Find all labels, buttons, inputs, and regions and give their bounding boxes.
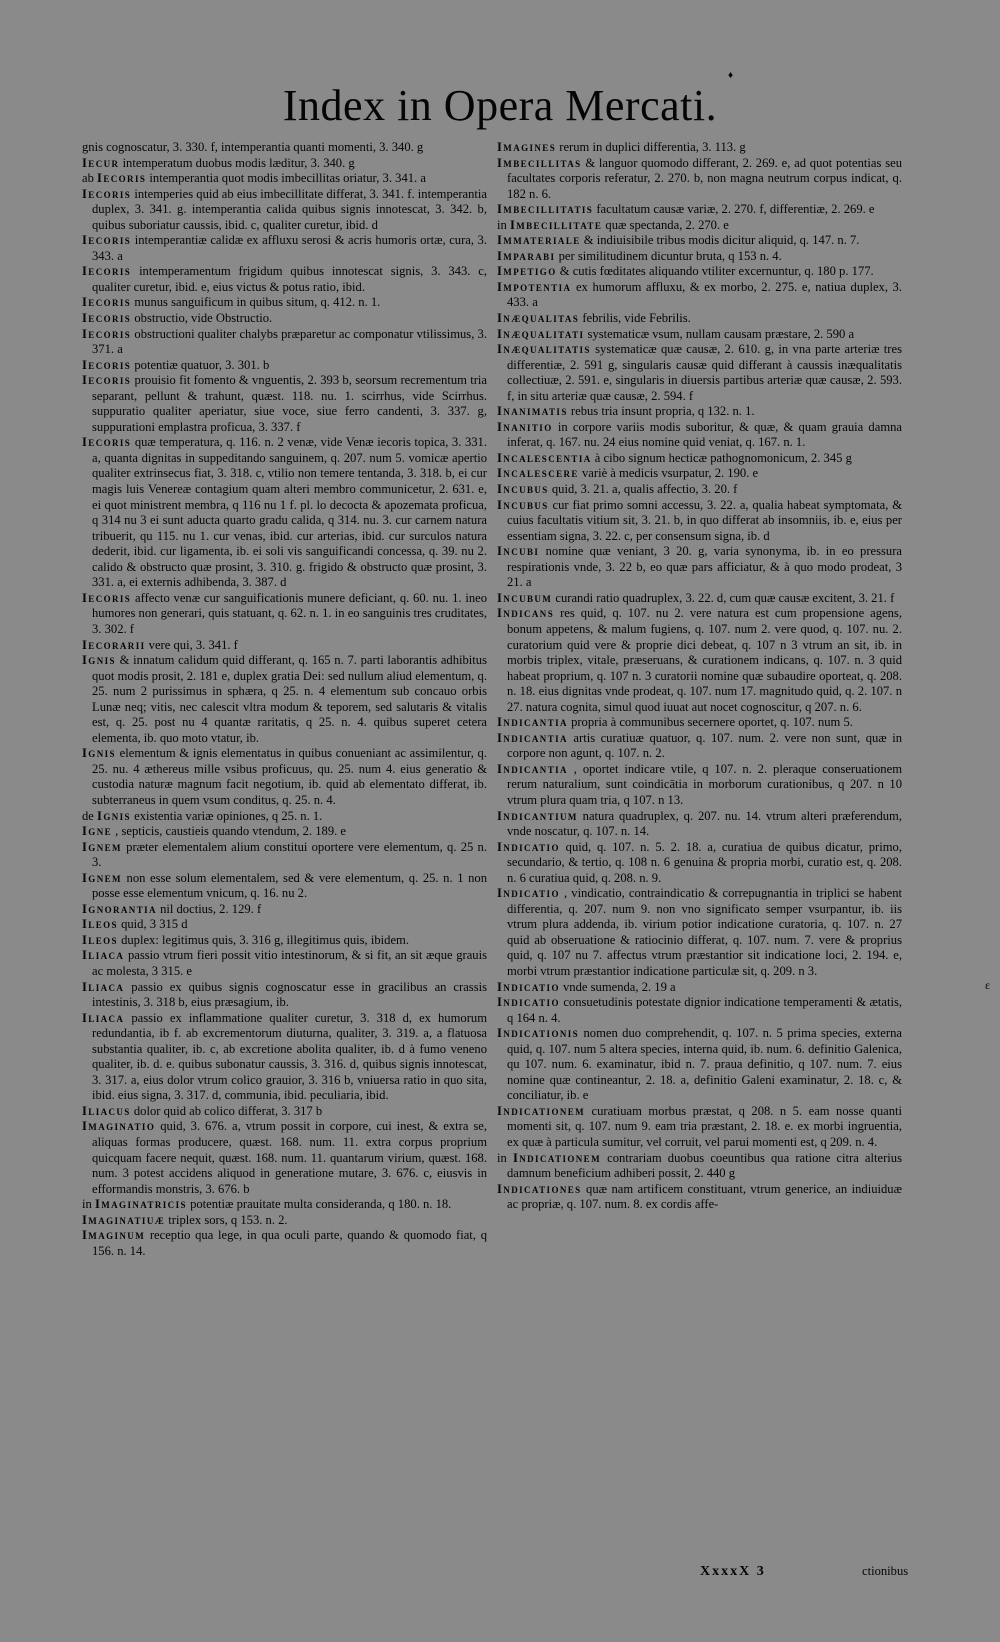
entry-headword: Iecoris — [82, 373, 132, 388]
entry-headword: Incalescere — [497, 466, 579, 481]
index-entry — [497, 249, 902, 265]
entry-headword: Incubus — [497, 482, 549, 497]
entry-text: res quid, q. 107. nu 2. vere natura est cum propensione agens, bonum appetens, & malum fugiens, q. 107. num 2. vere quod, q. 107. nu. 2. curatorium quid vere & proprie dici debeat, q. 107 n 3 vtrum an sit, ib. in morbis triplex, vitale, præseruans, & curationem indicans, q. 107. n. 3 quid habeat proprium, q. 107 n. 3 curatorii nomine quæ subaudire oporteat, q. 208. n. 18. eius dignitas vnde prodeat, q. 107. num 17. magnitudo quid, q. 2. 107. n 27. natura cognita, simul quod iuuat aut nocet cognoscitur, q 207. n. 6. — [507, 606, 902, 714]
entry-headword: Iecur — [82, 155, 120, 170]
index-entry — [82, 917, 487, 933]
entry-text: & innatum calidum quid differant, q. 165 n. 7. parti laborantis adhibitus quot modis prosit, 2. 181 e, duplex gratia Dei: sed nullum aliud elementum, q. 25. num 2 purissimus in sphæra, q 25. n. 4 elementum sub concauo orbis Lunæ neq; vitis, nec calescit vltra modum & teporem, sed salutaris & vitalis est, q. 25. post nu 4 quantæ raritatis, q 25. n. 4. quibus superet cetera elementa, ib. quo moto vtatur, ib. — [92, 653, 487, 745]
entry-headword: Indicantia — [497, 715, 568, 730]
index-entry — [497, 731, 902, 762]
index-entry — [497, 342, 902, 404]
entry-headword: Immateriale — [497, 233, 581, 248]
entry-headword: Indicationem — [497, 1103, 586, 1118]
entry-text: rerum in duplici differentia, 3. 113. g — [559, 140, 746, 154]
entry-headword: Inæqualitas — [497, 311, 580, 326]
entry-headword: Ignorantia — [82, 901, 157, 916]
index-entry — [82, 824, 487, 840]
entry-headword: Indicationis — [497, 1026, 580, 1041]
entry-headword: Imaginatricis — [94, 1197, 187, 1212]
entry-text: quæ nam artificem constituant, vtrum generice, an indiuiduæ ac propriæ, q. 107. num. 8. ex cordis affe- — [507, 1181, 902, 1212]
entry-text: existentia variæ opiniones, q 25. n. 1. — [134, 808, 323, 823]
entry-headword: Indicantia — [497, 761, 568, 776]
index-entry — [82, 140, 487, 156]
index-entry — [82, 948, 487, 979]
entry-text: curatiuam morbus præstat, q 208. n 5. eam nosse quanti momenti sit, q. 107. num 9. eam tria præstant, 2. 18. e. ex morbi ingruentia, ex quæ à particula sumitur, vel corruit, vel parui momenti est, q 209. n. 4. — [507, 1103, 902, 1149]
index-entry — [497, 995, 902, 1026]
entry-text: intemperies quid ab eius imbecillitate differat, 3. 341. f. intemperantia duplex, 3. 341. g. intemperantia calida quibus signis innotescat, 3. 342. b, quibus suboriatur caussis, ibid. c, qualiter curetur, ibid. d — [92, 186, 487, 232]
entry-text: vere qui, 3. 341. f — [148, 637, 238, 652]
entry-headword: Indicatio — [497, 979, 560, 994]
index-entry — [497, 591, 902, 607]
entry-text: gnis cognoscatur, 3. 330. f, intemperantia quanti momenti, 3. 340. g — [82, 140, 424, 154]
entry-headword: Imaginatiuæ — [82, 1212, 166, 1227]
entry-headword: Iecoris — [82, 233, 132, 248]
entry-text: quid, 3. 21. a, qualis affectio, 3. 20. f — [551, 482, 738, 497]
entry-text: à cibo signum hecticæ pathognomonicum, 2. 345 g — [594, 450, 852, 465]
index-entry — [82, 638, 487, 654]
entry-headword: Inanimatis — [497, 404, 568, 419]
entry-headword: Imaginum — [82, 1228, 146, 1243]
entry-text: prouisio fit fomento & vnguentis, 2. 393 b, seorsum recrementum tria separant, pellunt & trahunt, quæst. 118. nu. 1. scirrhus, vide Scirrhus. suppuratio qualiter aperiatur, siue voce, siue ferro candenti, 3. 337. g, suppurationi emplastra proficua, 3. 337. f — [92, 373, 487, 434]
index-entry — [82, 902, 487, 918]
index-entry — [497, 1104, 902, 1151]
index-entry — [497, 1151, 902, 1182]
entry-headword: Imagines — [497, 140, 557, 154]
entry-text: potentiæ prauitate multa consideranda, q 180. n. 18. — [190, 1197, 452, 1212]
entry-text: obstructioni qualiter chalybs præparetur ac componatur vtilissimus, 3. 371. a — [92, 326, 487, 357]
entry-text: nomen duo comprehendit, q. 107. n. 5 prima species, externa quid, q. 107. num 5 altera species, interna quid, ib. num. 6. definitio Galenica, qu 107. num. 6. examinatur, ibid n. 7. praua definitio, q 107. num. 7. eius nomine quæ contineantur, 2. 18. a, definitio Galeni examinatur, 2. 18. c, & conciliatur, ib. e — [507, 1026, 902, 1103]
entry-text: , oportet indicare vtile, q 107. n. 2. pleraque conseruationem rerum naturalium, sunt coindicātia in morborum curationibus, q 207. n 10 vtrum plura quam tria, q 107. n 13. — [507, 761, 902, 807]
index-entry — [82, 233, 487, 264]
index-entry — [497, 218, 902, 234]
index-entry — [82, 327, 487, 358]
index-entry — [82, 933, 487, 949]
entry-headword: Ignem — [82, 870, 122, 885]
index-entry — [497, 886, 902, 979]
index-entry — [82, 1119, 487, 1197]
entry-headword: Imparabi — [497, 248, 556, 263]
entry-text: triplex sors, q 153. n. 2. — [168, 1212, 288, 1227]
entry-text: in corpore variis modis suboritur, & quæ, & quam grauia damna inferat, q. 167. nu. 24 eius nomine quid veniat, q. 167. n. 1. — [507, 419, 902, 450]
ink-speck: ♦ — [728, 70, 734, 81]
left-column — [82, 140, 487, 1580]
entry-headword: Indicatio — [497, 886, 560, 901]
entry-text: passio ex inflammatione qualiter curetur, 3. 318 d, ex humorum redundantia, ib f. ab excrementorum diuturna, qualiter, 3. 319. a, a flatuosa substantia qualiter, ib. c, ab excretione abolita qualiter, ib. d à fumo veneno qualiter, ib. d. e. quibus subonatur caussis, 3. 316. d, quibus signis innotescat, 3. 317. a, eius dolor vtrum colico grauior, 3. 316 b, vniuersa ratio in quo sita, ibid. eius signa, 3. 317. d, communia, ibid. peculiaria, ibid. — [92, 1010, 487, 1103]
index-entry — [82, 311, 487, 327]
entry-text: vnde sumenda, 2. 19 a — [563, 979, 676, 994]
entry-text: propria à communibus secernere oportet, q. 107. num 5. — [571, 715, 853, 730]
index-entry — [82, 156, 487, 172]
entry-headword: Ignis — [97, 808, 131, 823]
entry-text: elementum & ignis elementatus in quibus conueniant ac assimilentur, q. 25. nu. 4 æthereus mille vsibus proficuus, qu. 25. num 4. eius generatio & custodia naturæ magnum facit negotium, ib. quid ab elementato differat, ib. subterraneus in quem vsum conditus, q. 25. n. 4. — [92, 746, 487, 807]
index-entry — [82, 746, 487, 808]
entry-text: quid, q. 107. n. 5. 2. 18. a, curatiua de quibus dicatur, primo, secundario, & tertio, q. 108 n. 6 genuina & propria morbi, curatio est, q. 208. n. 6 curatiua quid, q. 208. n. 9. — [507, 839, 902, 885]
index-entry — [497, 840, 902, 887]
entry-text: quæ spectanda, 2. 270. e — [605, 217, 729, 232]
entry-headword: Iecoris — [82, 435, 132, 450]
entry-text: quid, 3 315 d — [121, 917, 188, 932]
entry-text: , vindicatio, contraindicatio & correpugnantia in triplici se habent differentia, q. 207. num 9. non vno significato semper vsurpantur, ib. iis vtrum plura addenda, ib. virium potior indicatione curatoria, q. 107. n. 27 quid ab obseruatione & ratiocinio differat, q. 107. num. 7. vere & proprius quid, q. 107 nu 7. affectus vtrum præstantior sit indicatione loci, 2. 194. e, morbi vtrum præstantior indicatione particulæ sit, q. 209. n 3. — [507, 886, 902, 978]
entry-headword: Ileos — [82, 917, 118, 932]
entry-text: passio vtrum fieri possit vitio intestinorum, & si fit, an sit æque grauis ac molesta, 3 315. e — [92, 948, 487, 978]
index-entry — [82, 809, 487, 825]
index-entry — [82, 840, 487, 871]
entry-text: per similitudinem dicuntur bruta, q 153 n. 4. — [558, 248, 782, 263]
entry-text: non esse solum elementalem, sed & vere elementum, q. 25. n. 1 non posse esse elementum vnicum, q. 16. nu 2. — [92, 870, 487, 901]
entry-text: potentiæ quatuor, 3. 301. b — [134, 357, 270, 372]
entry-text: quid, 3. 676. a, vtrum possit in corpore, cui inest, & extra se, aliquas formas producere, quæst. 168. num. 11. extra corpus proprium quicquam facere nequit, quæst. 168. num. 11. quantarum virium, quæst. 168. num. 3 potest accidens aliquod in generatione mutare, 3. 676. c, eiusvis in efformandis monstris, 3. 676. b — [92, 1119, 487, 1196]
entry-headword: Inæqualitati — [497, 326, 585, 341]
entry-headword: Indicans — [497, 606, 555, 621]
entry-headword: Imbecillitas — [497, 155, 582, 170]
entry-text: & cutis fœditates aliquando vtiliter excernuntur, q. 180 p. 177. — [559, 264, 874, 279]
index-entry — [497, 762, 902, 809]
entry-headword: Ileos — [82, 932, 118, 947]
entry-text: natura quadruplex, q. 207. nu. 14. vtrum alteri præferendum, vnde noscatur, q. 107. n. 14. — [507, 808, 902, 839]
index-entry — [82, 1213, 487, 1229]
entry-headword: Indicatio — [497, 839, 560, 854]
entry-text: febrilis, vide Febrilis. — [582, 311, 691, 326]
entry-headword: Iecoris — [82, 186, 132, 201]
index-entry — [497, 809, 902, 840]
index-entry — [497, 498, 902, 545]
entry-headword: Ignem — [82, 839, 122, 854]
index-entry — [82, 358, 487, 374]
entry-headword: Iecoris — [82, 357, 132, 372]
index-entry — [497, 715, 902, 731]
entry-text: duplex: legitimus quis, 3. 316 g, illegitimus quis, ibidem. — [121, 932, 409, 947]
entry-prefix: de — [82, 808, 94, 823]
index-entry — [497, 466, 902, 482]
entry-headword: Iliaca — [82, 948, 125, 963]
entry-text: intemperatum duobus modis læditur, 3. 340. g — [122, 155, 355, 170]
entry-headword: Imbecillitatis — [497, 202, 594, 217]
entry-text: munus sanguificum in quibus situm, q. 412. n. 1. — [134, 295, 381, 310]
index-entry — [497, 156, 902, 203]
entry-text: artis curatiuæ quatuor, q. 107. num. 2. vere non sunt, quæ in corpore non agunt, q. 107. n. 2. — [507, 730, 902, 761]
entry-text: ex humorum affluxu, & ex morbo, 2. 275. e, natiua duplex, 3. 433. a — [507, 279, 902, 310]
signature-mark: XxxxX 3 — [700, 1564, 766, 1579]
entry-text: intemperantiæ calidæ ex affluxu serosi & acris humoris ortæ, cura, 3. 343. a — [92, 233, 487, 263]
index-entry — [82, 1228, 487, 1259]
index-entry — [82, 435, 487, 590]
entry-prefix: in — [497, 1150, 507, 1165]
index-entry — [497, 327, 902, 343]
index-entry — [82, 1104, 487, 1120]
entry-text: curandi ratio quadruplex, 3. 22. d, cum quæ causæ excitent, 3. 21. f — [555, 590, 895, 605]
entry-headword: Iecoris — [97, 171, 147, 186]
entry-headword: Incubus — [497, 497, 549, 512]
margin-mark: ε — [985, 978, 991, 992]
entry-text: variè à medicis vsurpatur, 2. 190. e — [581, 466, 759, 481]
entry-text: nil doctius, 2. 129. f — [160, 901, 262, 916]
index-entry — [497, 202, 902, 218]
index-entry — [497, 264, 902, 280]
entry-headword: Igne — [82, 824, 113, 839]
index-entry — [82, 264, 487, 295]
entry-headword: Iecoris — [82, 311, 132, 326]
entry-text: receptio qua lege, in qua oculi parte, quando & quomodo fiat, q 156. n. 14. — [92, 1228, 487, 1258]
index-entry — [497, 482, 902, 498]
entry-headword: Iecoris — [82, 264, 132, 279]
index-entry — [497, 451, 902, 467]
entry-text: systematicæ quæ causæ, 2. 610. g, in vna parte arteriæ tres differentiæ, 2. 591 g, singularis causæ quid differant à caussis inæqualitatis collectiuæ, 2. 591. e, singularis in diuersis partibus arteriæ quæ causæ, 2. 593. f, in situ arteriæ quæ causæ, 2. 594. f — [507, 342, 902, 403]
index-entry — [82, 1197, 487, 1213]
entry-text: cur fiat primo somni accessu, 3. 22. a, qualia habeat symptomata, & cuius facultatis vitium sit, 3. 21. b, in quo differat ab insomniis, ib. e, eius per essentiam signa, 3. 22. c, per consensum signa, ib. d — [507, 497, 902, 543]
entry-text: systematicæ vsum, nullam causam præstare, 2. 590 a — [587, 326, 855, 341]
entry-headword: Iecoris — [82, 326, 132, 341]
entry-headword: Inæqualitatis — [497, 342, 591, 357]
entry-headword: Indicantium — [497, 808, 578, 823]
entry-text: affecto venæ cur sanguificationis munere deficiant, q. 60. nu. 1. ineo humores non generari, quis statuant, q. 62. n. 1. in eo sanguinis tres cruditates, 3. 302. f — [92, 590, 487, 636]
entry-headword: Indicationes — [497, 1181, 582, 1196]
entry-text: & languor quomodo differant, 2. 269. e, ad quot potentias seu facultates corporis referatur, 2. 270. b, non magna neutrum corpus indicat, q. 182 n. 6. — [507, 155, 902, 201]
entry-text: rebus tria insunt propria, q 132. n. 1. — [570, 404, 755, 419]
entry-headword: Indicationem — [512, 1150, 601, 1165]
index-entry — [82, 187, 487, 234]
entry-text: & indiuisibile tribus modis dicitur aliquid, q. 147. n. 7. — [583, 233, 860, 248]
entry-headword: Incubum — [497, 590, 553, 605]
entry-headword: Iliacus — [82, 1103, 131, 1118]
entry-text: dolor quid ab colico differat, 3. 317 b — [133, 1103, 323, 1118]
index-entry — [497, 420, 902, 451]
right-column — [497, 140, 902, 1565]
entry-text: contrariam duobus coeuntibus qua ratione citra alterius damnum beneficium adhiberi possit, 2. 440 g — [507, 1150, 902, 1181]
entry-headword: Impetigo — [497, 264, 557, 279]
entry-headword: Incubi — [497, 544, 540, 559]
entry-text: passio ex quibus signis cognoscatur esse in gracilibus an crassis intestinis, 3. 318 b, eius præsagium, ib. — [92, 979, 487, 1010]
index-entry — [497, 404, 902, 420]
index-entry — [82, 295, 487, 311]
entry-headword: Iliaca — [82, 1010, 125, 1025]
entry-text: facultatum causæ variæ, 2. 270. f, differentiæ, 2. 269. e — [596, 202, 875, 217]
entry-text: quæ temperatura, q. 116. n. 2 venæ, vide Venæ iecoris topica, 3. 331. a, quanta dignitas in suppeditando sanguinem, q. 207. num 5. vomicæ apertio qualiter extrinsecus fiat, 3. 318. c, vtilio non temere tentanda, 3. 318. b, ei cur magis luis Venereæ contagium quam alteri membro communicetur, 2. 631. e, ei quot ministrent membra, q 116 nu 1 f. pl. lo decocta & apozemata proficua, q 314 nu 3 ei sunt aducta quarto gradu calida, q 314. nu. 3. cur carnem natura tribuerit, qu 115. nu 1. cur venas, ibid. cur arterias, ibid. cur surculos natura dederit, ibid. cur ligamenta, ib. ei soli vis sanguificandi concessa, q. 39. nu 2. calido & obstructo quæ prosint, 3. 310. g. frigido & obstructo quæ prosint, 3. 331. a, ei externis adhibenda, 3. 387. d — [92, 435, 487, 590]
entry-headword: Imbecillitate — [509, 217, 603, 232]
entry-text: intemperantia quot modis imbecillitas oriatur, 3. 341. a — [149, 171, 426, 186]
entry-headword: Indicatio — [497, 995, 560, 1010]
entry-headword: Iecoris — [82, 590, 132, 605]
entry-text: præter elementalem alium constitui oportere vere elementum, q. 25 n. 3. — [92, 839, 487, 870]
index-entry — [497, 606, 902, 715]
index-entry — [497, 311, 902, 327]
index-entry — [497, 280, 902, 311]
entry-headword: Inanitio — [497, 419, 553, 434]
index-entry — [82, 871, 487, 902]
entry-text: intemperamentum frigidum quibus innotescat signis, 3. 343. c, qualiter curetur, ibid. e, eius victus & potus ratio, ibid. — [92, 264, 487, 294]
index-entry — [497, 1182, 902, 1213]
index-entry — [82, 171, 487, 187]
entry-text: consuetudinis potestate dignior indicatione temperamenti & ætatis, q 164 n. 4. — [507, 995, 902, 1025]
index-entry — [497, 980, 902, 996]
entry-headword: Ignis — [82, 653, 116, 668]
index-entry — [497, 140, 902, 156]
catchword: ctionibus — [862, 1564, 909, 1578]
index-entry — [82, 980, 487, 1011]
index-entry — [82, 591, 487, 638]
entry-text: obstructio, vide Obstructio. — [134, 311, 273, 326]
entry-prefix: ab — [82, 171, 94, 186]
entry-headword: Iecoris — [82, 295, 132, 310]
index-entry — [82, 1011, 487, 1104]
entry-headword: Iliaca — [82, 979, 125, 994]
page-title: Index in Opera Mercati. — [282, 81, 718, 130]
entry-headword: Incalescentia — [497, 450, 592, 465]
entry-headword: Impotentia — [497, 279, 572, 294]
entry-prefix: in — [497, 217, 507, 232]
entry-text: nomine quæ veniant, 3 20. g, varia synonyma, ib. in eo pressura respirationis vnde, 3. 22 b, eo quæ pars afficiatur, & à quo modo prodeat, 3 21. a — [507, 544, 902, 590]
index-entry — [82, 373, 487, 435]
index-entry — [497, 233, 902, 249]
entry-prefix: in — [82, 1197, 92, 1212]
entry-headword: Imaginatio — [82, 1119, 156, 1134]
entry-headword: Indicantia — [497, 730, 568, 745]
index-entry — [497, 1026, 902, 1104]
index-entry — [497, 544, 902, 591]
entry-text: , septicis, caustieis quando vtendum, 2. 189. e — [115, 824, 347, 839]
entry-headword: Ignis — [82, 746, 116, 761]
index-entry — [82, 653, 487, 746]
entry-headword: Iecorarii — [82, 637, 146, 652]
